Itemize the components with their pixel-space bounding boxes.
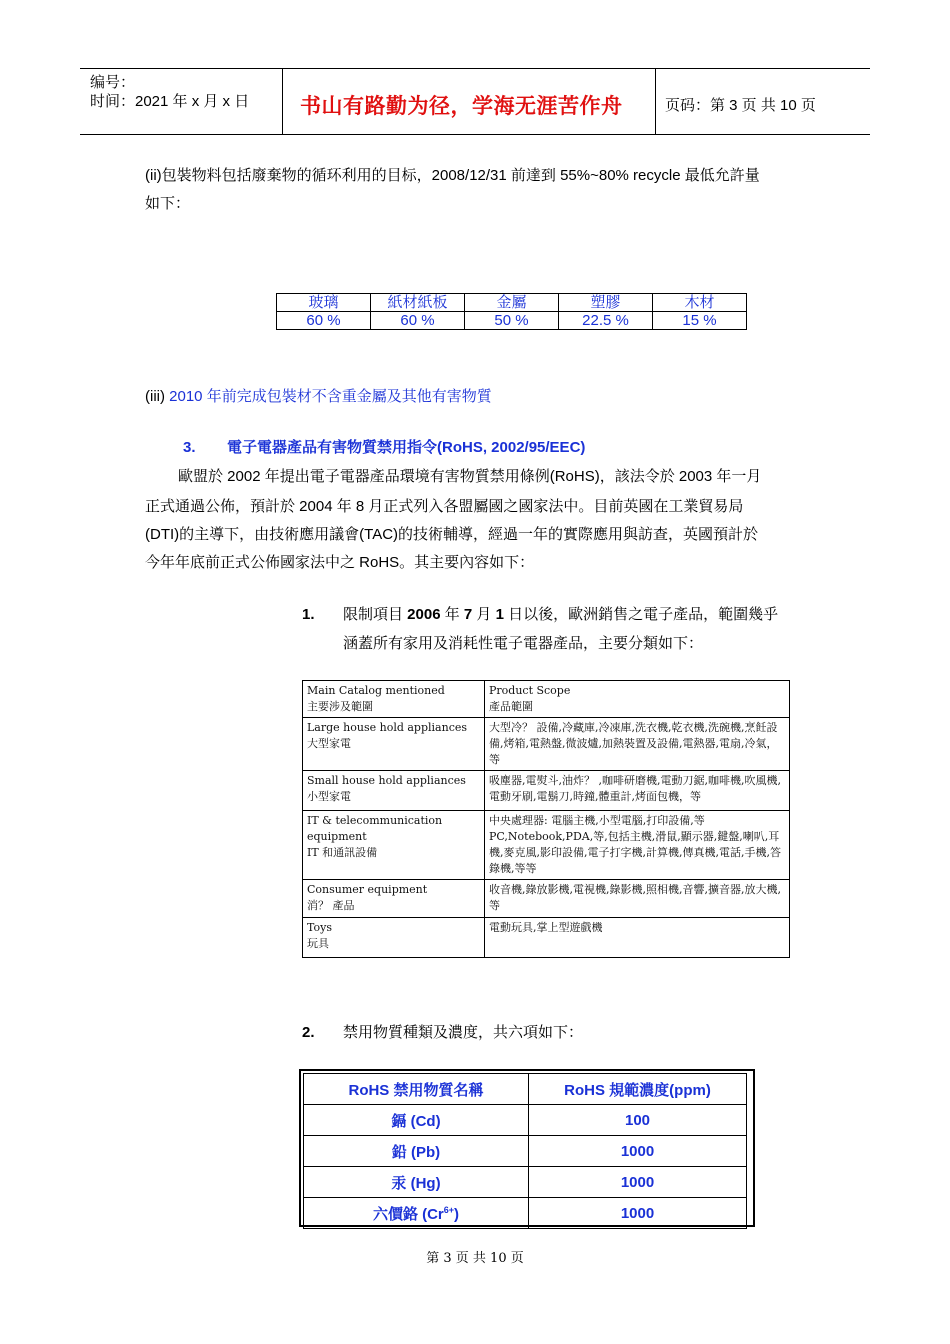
category-cell [303,918,485,958]
table-header-cell [303,681,485,718]
table-header-cell: 紙材紙板 [371,294,465,312]
substance-name: 鉛 (Pb) [304,1136,529,1167]
category-cell [303,718,485,771]
scope-cell: 收音機,錄放影機,電視機,錄影機,照相機,音響,擴音器,放大機,等 [485,880,790,918]
category-en: Toys [307,921,332,934]
category-cell [303,880,485,918]
header-top-rule [80,68,870,69]
table-header-cell: 木材 [653,294,747,312]
table-cell: 22.5 % [559,312,653,330]
category-cell [303,811,485,880]
table-row [303,718,790,771]
section-iii [145,386,492,408]
superscript: 6+ [443,1204,455,1215]
item-1-line2: 涵蓋所有家用及消耗性電子電器產品，主要分類如下： [343,635,704,652]
paragraph-line: 歐盟於 2002 年提出電子電器產品環境有害物質禁用條例(RoHS)，該法令於 2003 年一月 [178,468,762,485]
table-row [277,312,747,330]
item-1-number: 1. [302,606,315,623]
table-header-cell: 玻璃 [277,294,371,312]
category-en: Small house hold appliances [307,774,466,787]
substance-name-text: 六價鉻 (Cr [372,1205,444,1223]
item-1-text: 限制項目 [343,606,408,623]
item-1-text: 年 [440,606,464,623]
table-row [304,1136,747,1167]
item-1-month: 7 [463,606,473,623]
item-2-number: 2. [302,1024,315,1041]
category-zh: 玩具 [307,937,329,950]
table-header-cell: RoHS 禁用物質名稱 [304,1074,529,1105]
header-en: Product Scope [489,684,571,697]
header-time-label: 时间：2021 年 x 月 x 日 [90,93,250,110]
category-zh: 小型家電 [307,790,351,803]
section-iii-prefix: (iii) [145,388,170,405]
table-cell: 50 % [465,312,559,330]
table-header-cell: 塑膠 [559,294,653,312]
table-row [304,1198,747,1229]
packaging-recycle-table [276,293,747,330]
table-row [304,1167,747,1198]
table-cell: 60 % [371,312,465,330]
table-header-cell [485,681,790,718]
product-scope-table [302,680,790,958]
header-bottom-rule [80,134,870,135]
table-cell: 60 % [277,312,371,330]
scope-cell: 大型冷？ 設備,冷藏庫,冷凍庫,洗衣機,乾衣機,洗碗機,烹飪設備,烤箱,電熱盤,微波爐,加熱裝置及設備,電熱器,電扇,冷氣，等 [485,718,790,771]
substance-name-text: ) [454,1205,460,1223]
paragraph-line: (DTI)的主導下，由技術應用議會(TAC)的技術輔導，經過一年的實際應用與訪查，英國預計於 [145,526,759,543]
header-number-label: 编号： [90,74,136,91]
scope-cell: 中央處理器: 電腦主機,小型電腦,打印設備,等 PC,Notebook,PDA,等,包括主機,滑鼠,顯示器,鍵盤,喇叭,耳機,麥克風,影印設備,電子打字機,計算機,傳真機,電話,手機,答錄機,等等 [485,811,790,880]
table-header-row [304,1074,747,1105]
header-page-label: 页码：第 3 页 共 10 页 [665,97,816,114]
header-divider [655,68,656,134]
rohs-substance-table [299,1069,755,1227]
category-zh: 消？ 產品 [307,899,355,912]
table-row [303,918,790,958]
table-row [304,1105,747,1136]
item-1-text: 日以後，歐洲銷售之電子產品，範圍幾乎 [503,606,779,623]
heading-3-number: 3. [183,439,196,456]
category-en: IT & telecommunication equipment [307,814,443,843]
section-ii-line1: (ii)包裝物料包括廢棄物的循环利用的目标，2008/12/31 前達到 55%~80% recycle 最低允許量 [145,167,760,184]
item-1-text: 月 [472,606,496,623]
table-header-cell: RoHS 規範濃度(ppm) [529,1074,747,1105]
page-footer: 第 3 页 共 10 页 [426,1251,524,1266]
header-zh: 產品範圍 [489,700,533,713]
section-ii-line2: 如下： [145,195,191,212]
item-1-line1 [343,604,778,626]
section-iii-text: 2010 年前完成包裝材不含重金屬及其他有害物質 [169,388,492,405]
paragraph-line: 正式通過公佈，預計於 2004 年 8 月正式列入各盟屬國之國家法中。目前英國在工業貿易局 [145,498,744,515]
table-header-row [277,294,747,312]
header-divider [282,68,283,134]
substance-limit: 1000 [529,1136,747,1167]
table-row [303,880,790,918]
category-zh: 大型家電 [307,737,351,750]
heading-3-title: 電子電器產品有害物質禁用指令(RoHS, 2002/95/EEC) [227,439,586,456]
header-en: Main Catalog mentioned [307,684,445,697]
item-1-year: 2006 [407,606,441,623]
substance-name: 鎘 (Cd) [304,1105,529,1136]
category-en: Consumer equipment [307,883,428,896]
substance-limit: 1000 [529,1198,747,1229]
category-zh: IT 和通訊設備 [307,846,378,859]
table-row [303,771,790,811]
substance-limit: 1000 [529,1167,747,1198]
category-cell [303,771,485,811]
header-motto: 书山有路勤为径，学海无涯苦作舟 [300,94,623,118]
substance-name: 汞 (Hg) [304,1167,529,1198]
table-header-cell: 金屬 [465,294,559,312]
scope-cell: 電動玩具,掌上型遊戲機 [485,918,790,958]
category-en: Large house hold appliances [307,721,468,734]
table-header-row [303,681,790,718]
scope-cell: 吸塵器,電熨斗,油炸？ ,咖啡研磨機,電動刀鋸,咖啡機,吹風機,電動牙刷,電鬍刀,時鐘,體重計,烤面包機，等 [485,771,790,811]
substance-name [304,1198,529,1229]
item-1-day: 1 [495,606,504,623]
header-zh: 主要涉及範圍 [307,700,373,713]
substance-limit: 100 [529,1105,747,1136]
paragraph-line: 今年年底前正式公佈國家法中之 RoHS。其主要內容如下： [145,554,535,571]
item-2-text: 禁用物質種類及濃度，共六項如下： [343,1024,584,1041]
table-cell: 15 % [653,312,747,330]
table-row [303,811,790,880]
